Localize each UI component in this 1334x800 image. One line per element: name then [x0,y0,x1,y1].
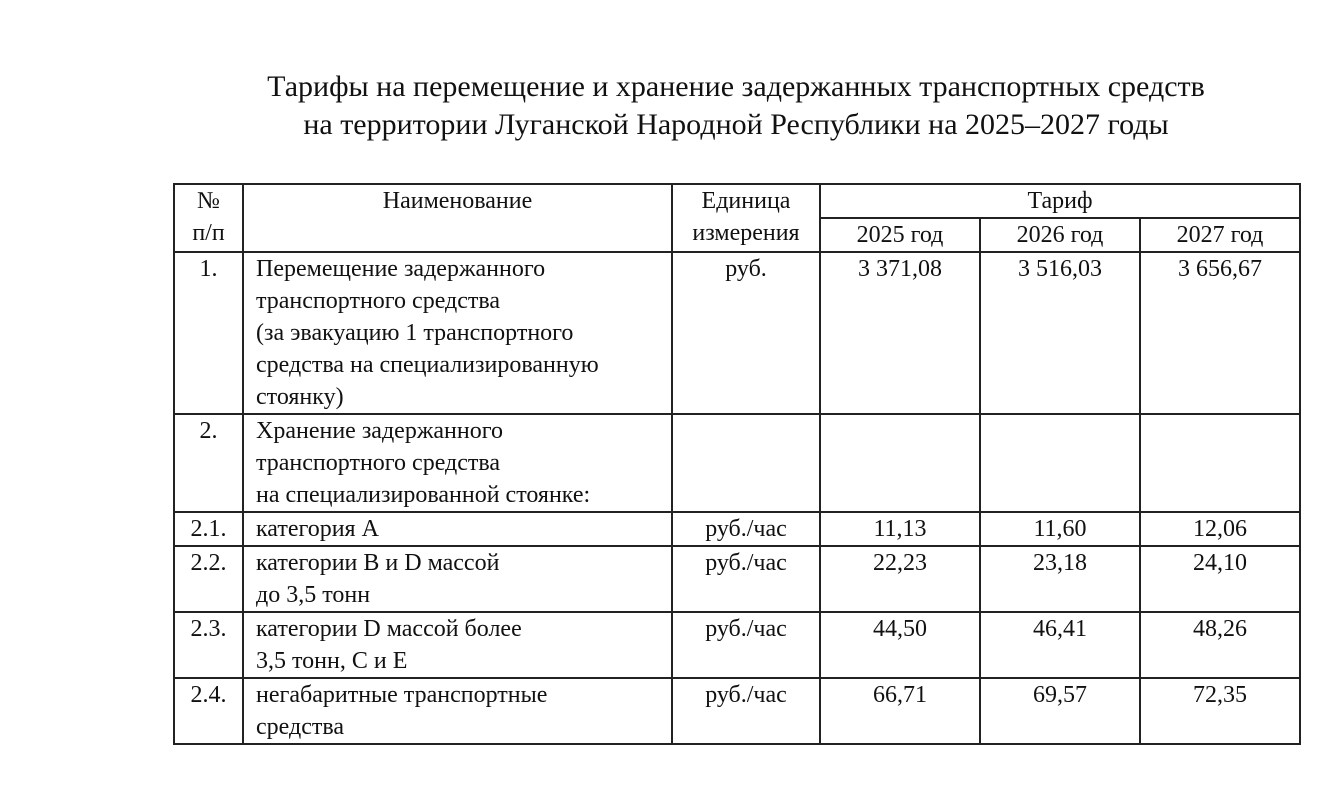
header-number-line-1: № [197,188,220,214]
row-name-line: транспортного средства [256,450,501,476]
table-row [174,252,1300,414]
row-number: 2.2. [174,546,243,612]
row-tariff-value: 48,26 [1140,612,1300,678]
row-name [243,414,672,512]
table-row [174,546,1300,612]
table-row [174,414,1300,512]
row-name [243,546,672,612]
header-number [174,184,243,252]
row-name-line: 3,5 тонн, С и Е [256,648,408,674]
header-name: Наименование [243,184,672,252]
row-name [243,252,672,414]
row-name-line: категория А [256,516,379,542]
row-tariff-value: 72,35 [1140,678,1300,744]
row-tariff-value: 69,57 [980,678,1140,744]
row-tariff-value: 44,50 [820,612,980,678]
header-unit [672,184,820,252]
row-tariff-value: 3 371,08 [820,252,980,414]
row-unit [672,414,820,512]
row-name [243,678,672,744]
row-number: 2. [174,414,243,512]
header-number-line-2: п/п [192,220,225,246]
table-row [174,678,1300,744]
row-tariff-value [820,414,980,512]
document-title [0,68,1334,144]
title-line-2: на территории Луганской Народной Республики на 2025–2027 годы [303,108,1169,141]
tariff-table-body [174,252,1300,744]
row-name-line: категории D массой более [256,616,522,642]
row-name-line: транспортного средства [256,288,501,314]
row-tariff-value: 66,71 [820,678,980,744]
row-unit: руб. [672,252,820,414]
row-tariff-value [1140,414,1300,512]
row-tariff-value: 22,23 [820,546,980,612]
row-tariff-value: 23,18 [980,546,1140,612]
row-name-line: категории В и D массой [256,550,500,576]
row-name [243,512,672,546]
header-unit-line-1: Единица [701,188,791,214]
row-unit: руб./час [672,678,820,744]
row-number: 2.3. [174,612,243,678]
row-number: 1. [174,252,243,414]
row-name-line: до 3,5 тонн [256,582,371,608]
header-unit-line-2: измерения [692,220,800,246]
row-name-line: (за эвакуацию 1 транспортного [256,320,574,346]
row-name-line: негабаритные транспортные [256,682,548,708]
row-name-line: средства на специализированную [256,352,599,378]
table-row [174,512,1300,546]
row-tariff-value: 11,60 [980,512,1140,546]
row-tariff-value: 46,41 [980,612,1140,678]
header-year-2025: 2025 год [820,218,980,252]
row-unit: руб./час [672,612,820,678]
row-tariff-value [980,414,1140,512]
row-name-line: средства [256,714,345,740]
row-tariff-value: 24,10 [1140,546,1300,612]
row-name-line: стоянку) [256,384,344,410]
table-row [174,612,1300,678]
row-tariff-value: 12,06 [1140,512,1300,546]
row-name-line: Хранение задержанного [256,418,503,444]
row-tariff-value: 3 516,03 [980,252,1140,414]
title-line-1: Тарифы на перемещение и хранение задержанных транспортных средств [267,70,1205,103]
row-tariff-value: 3 656,67 [1140,252,1300,414]
tariff-table [173,183,1301,745]
row-number: 2.4. [174,678,243,744]
header-year-2026: 2026 год [980,218,1140,252]
row-name [243,612,672,678]
row-name-line: Перемещение задержанного [256,256,546,282]
row-tariff-value: 11,13 [820,512,980,546]
row-unit: руб./час [672,512,820,546]
header-tariff: Тариф [820,184,1300,218]
row-unit: руб./час [672,546,820,612]
row-name-line: на специализированной стоянке: [256,482,591,508]
header-year-2027: 2027 год [1140,218,1300,252]
row-number: 2.1. [174,512,243,546]
